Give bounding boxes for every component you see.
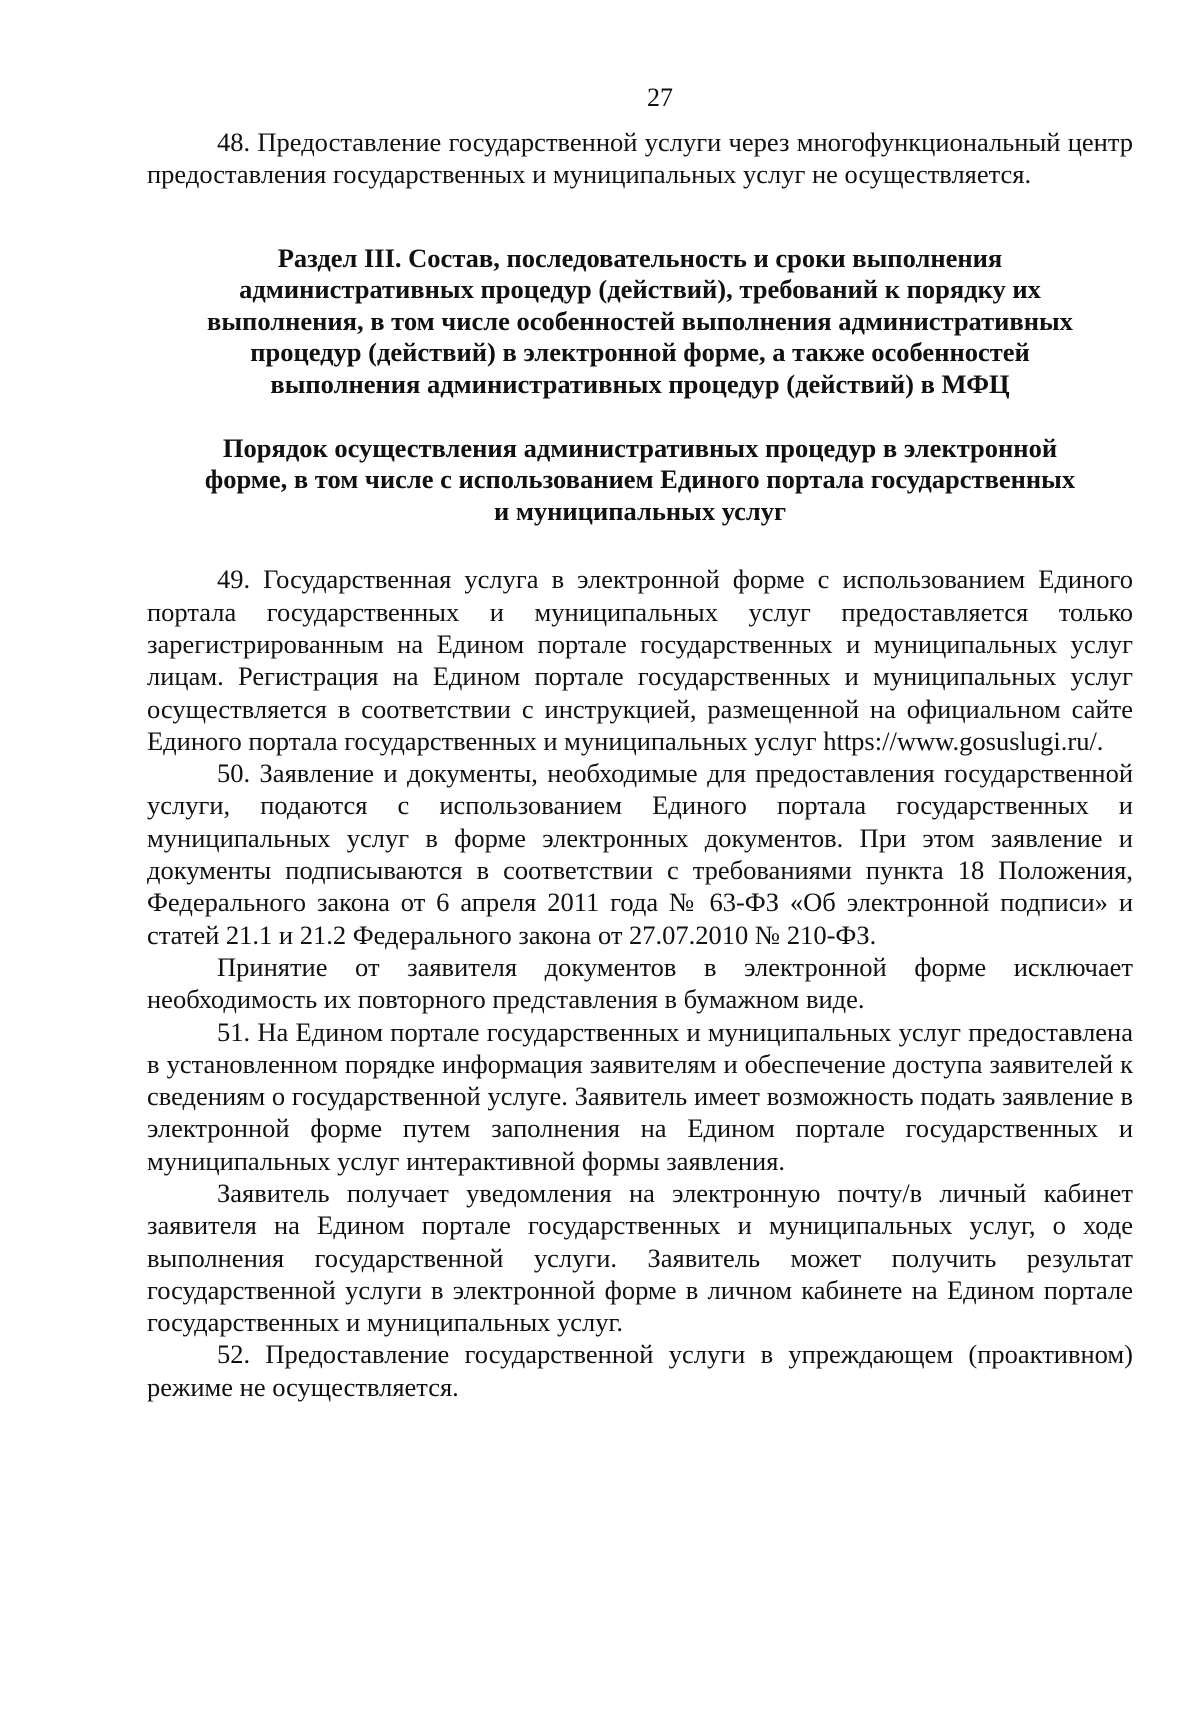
subsection-title bbox=[147, 433, 1133, 528]
paragraph-51-continued: Заявитель получает уведомления на электронную почту/в личный кабинет заявителя на Едином портале государственных и муниципальных услуг, о ходе выполнения государственной услуги. Заявитель может получить результат государственной услуги в электронной форме в личном кабинете на Едином портале государственных и муниципальных услуг. bbox=[147, 1177, 1133, 1338]
subsection-title-line: Порядок осуществления административных процедур в электронной bbox=[222, 432, 1058, 463]
subsection-title-line: и муниципальных услуг bbox=[493, 495, 787, 526]
subsection-title-line: форме, в том числе с использованием Единого портала государственных bbox=[204, 464, 1076, 495]
paragraph-49: 49. Государственная услуга в электронной форме с использованием Единого портала государственных и муниципальных услуг предоставляется только зарегистрированным на Едином портале государственных и муниципальных услуг лицам. Регистрация на Едином портале государственных и муниципальных услуг осуществляется в соответствии с инструкцией, размещенной на официальном сайте Единого портала государственных и муниципальных услуг https://www.gosuslugi.ru/. bbox=[147, 564, 1133, 756]
section-title-line: Раздел III. Состав, последовательность и сроки выполнения bbox=[277, 242, 1003, 273]
paragraph-50-continued: Принятие от заявителя документов в электронной форме исключает необходимость их повторного представления в бумажном виде. bbox=[147, 951, 1133, 1015]
section-title-line: процедур (действий) в электронной форме, а также особенностей bbox=[250, 337, 1030, 368]
section-title-line: административных процедур (действий), требований к порядку их bbox=[239, 274, 1041, 305]
paragraph-50: 50. Заявление и документы, необходимые для предоставления государственной услуги, подаются с использованием Единого портала государственных и муниципальных услуг в форме электронных документов. При этом заявление и документы подписываются в соответствии с требованиями пункта 18 Положения, Федерального закона от 6 апреля 2011 года № 63-ФЗ «Об электронной подписи» и статей 21.1 и 21.2 Федерального закона от 27.07.2010 № 210-ФЗ. bbox=[147, 758, 1133, 950]
page-number: 27 bbox=[647, 83, 673, 112]
paragraph-51: 51. На Едином портале государственных и муниципальных услуг предоставлена в установленном порядке информация заявителям и обеспечение доступа заявителей к сведениям о государственной услуге. Заявитель имеет возможность подать заявление в электронной форме путем заполнения на Едином портале государственных и муниципальных услуг интерактивной формы заявления. bbox=[147, 1016, 1133, 1176]
document-page bbox=[147, 82, 1133, 1403]
paragraph-48: 48. Предоставление государственной услуги через многофункциональный центр предоставления государственных и муниципальных услуг не осуществляется. bbox=[147, 127, 1133, 190]
paragraph-52: 52. Предоставление государственной услуги в упреждающем (проактивном) режиме не осуществляется. bbox=[147, 1339, 1133, 1402]
section-title-line: выполнения, в том числе особенностей выполнения административных bbox=[207, 305, 1073, 336]
section-title-line: выполнения административных процедур (действий) в МФЦ bbox=[270, 368, 1010, 399]
section-title bbox=[147, 243, 1133, 401]
